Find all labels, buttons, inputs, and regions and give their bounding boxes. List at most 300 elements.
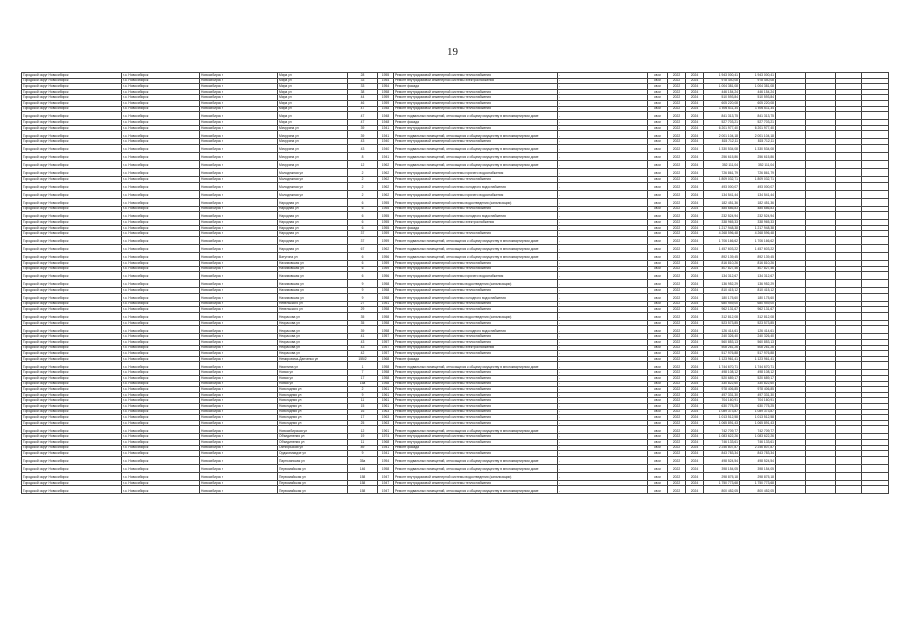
table-cell: 256 615,86	[740, 152, 776, 160]
table-cell: 1963	[378, 420, 394, 426]
table-cell: -	[558, 131, 648, 139]
table-cell: Новосибирск г	[200, 236, 278, 244]
table-cell: г.о. Новосибирск	[122, 78, 200, 84]
table-cell: 2022	[668, 415, 686, 421]
table-cell: -	[558, 293, 648, 301]
table-cell	[862, 362, 889, 370]
table-cell: 43	[348, 139, 378, 145]
table-cell: 2024	[686, 231, 704, 237]
table-cell: Новосибирск г	[200, 340, 278, 346]
table-cell: -	[558, 112, 648, 120]
table-cell: 1959	[378, 260, 394, 266]
table-cell: 2024	[686, 125, 704, 131]
table-cell: кв.м	[648, 404, 668, 410]
table-cell: 47	[348, 106, 378, 112]
table-cell: г.о. Новосибирск	[122, 301, 200, 307]
table-cell: Новосибирск г	[200, 312, 278, 320]
table-cell	[836, 152, 862, 160]
table-cell: Новосибирск г	[200, 376, 278, 382]
table-cell: Городской округ Новосибирск	[22, 312, 122, 320]
table-cell	[776, 190, 806, 198]
table-cell: 182 451,36	[704, 198, 740, 206]
table-cell: 2022	[668, 356, 686, 362]
table-cell: 2024	[686, 252, 704, 260]
table-cell: 1962	[378, 168, 394, 176]
table-cell: Новосибирск г	[200, 206, 278, 212]
table-cell: Новосибирск г	[200, 345, 278, 351]
table-cell: кв.м	[648, 225, 668, 231]
table-cell: 43	[348, 340, 378, 346]
table-cell: 1968	[378, 439, 394, 445]
table-cell: 1 217 948,38	[740, 225, 776, 231]
table-cell: Новосибирск г	[200, 252, 278, 260]
table-cell: -	[558, 415, 648, 421]
table-cell: кв.м	[648, 326, 668, 334]
table-cell: Новосибирск г	[200, 89, 278, 95]
table-cell: Ремонт подвальных помещений, относящихся к общему имуществу в многоквартирном доме	[394, 244, 558, 252]
table-cell: Городской округ Новосибирск	[22, 182, 122, 190]
table-cell: 9	[348, 280, 378, 288]
table-cell: 180 175,60	[704, 293, 740, 301]
table-cell: 1 083 622,26	[704, 434, 740, 440]
table-cell: 352 111,04	[704, 160, 740, 168]
table-cell: -	[558, 398, 648, 404]
table-cell: 39	[348, 131, 378, 139]
table-cell: 2022	[668, 190, 686, 198]
table-cell: кв.м	[648, 486, 668, 494]
table-cell: -	[558, 288, 648, 294]
table-cell: кв.м	[648, 351, 668, 357]
table-cell: Мира ул	[278, 112, 348, 120]
table-cell	[776, 168, 806, 176]
table-cell: 1962	[378, 182, 394, 190]
table-cell: 527 703,21	[704, 120, 740, 126]
table-cell: Ремонт внутридомовой инженерной системы теплоснабжения	[394, 398, 558, 404]
table-cell: 446 154,24	[740, 89, 776, 95]
table-cell: 1 457 603,22	[704, 244, 740, 252]
table-cell: г.о. Новосибирск	[122, 152, 200, 160]
table-cell: 2022	[668, 439, 686, 445]
table-cell: 2024	[686, 445, 704, 451]
table-cell: 1 065 891,43	[740, 420, 776, 426]
table-cell: 843 783,34	[704, 451, 740, 457]
table-cell: 1 004 381,08	[740, 84, 776, 90]
table-cell: кв.м	[648, 260, 668, 266]
table-cell: Ремонт фасада	[394, 84, 558, 90]
table-cell: Ремонт внутридомовой инженерной системы теплоснабжения	[394, 370, 558, 376]
table-cell: Первомайская ул	[278, 486, 348, 494]
table-cell: кв.м	[648, 472, 668, 480]
table-cell: г.о. Новосибирск	[122, 312, 200, 320]
table-cell: Городской округ Новосибирск	[22, 451, 122, 457]
table-cell: 523 573,85	[740, 320, 776, 326]
table-cell: Новосибирск г	[200, 456, 278, 464]
table-cell: 407 827,46	[704, 266, 740, 272]
table-cell: Ремонт подвальных помещений, относящихся к общему имуществу в многоквартирном доме	[394, 456, 558, 464]
table-cell: 7	[348, 370, 378, 376]
table-cell: 136 952,29	[704, 280, 740, 288]
table-cell	[862, 456, 889, 464]
table-cell: 2022	[668, 100, 686, 106]
table-cell: 2024	[686, 182, 704, 190]
table-cell: 37	[348, 236, 378, 244]
table-cell: г.о. Новосибирск	[122, 387, 200, 393]
table-cell: 2024	[686, 409, 704, 415]
table-cell: 510 593,84	[704, 95, 740, 101]
table-cell: Ремонт внутридомовой инженерной системы холодного водоснабжения	[394, 212, 558, 220]
table-cell: 2024	[686, 152, 704, 160]
table-cell	[862, 244, 889, 252]
table-cell: 2022	[668, 160, 686, 168]
table-cell: кв.м	[648, 198, 668, 206]
table-cell: 1 943 000,41	[740, 73, 776, 79]
table-cell: 2 246 807,87	[740, 445, 776, 451]
table-cell: Народная ул	[278, 212, 348, 220]
table-cell: Ремонт внутридомовой инженерной системы теплоснабжения	[394, 451, 558, 457]
table-cell: Ремонт фасада	[394, 445, 558, 451]
table-cell	[836, 212, 862, 220]
table-cell: 2024	[686, 456, 704, 464]
table-cell: 704 160,91	[704, 398, 740, 404]
table-cell: Ремонт подвальных помещений, относящихся к общему имуществу в многоквартирном доме	[394, 131, 558, 139]
table-cell: 134 541,44	[740, 190, 776, 198]
table-cell: г.о. Новосибирск	[122, 340, 200, 346]
table-cell: Новосибирск г	[200, 225, 278, 231]
table-cell: Городской округ Новосибирск	[22, 381, 122, 387]
table-cell	[806, 244, 836, 252]
table-cell: 2022	[668, 464, 686, 472]
table-cell: кв.м	[648, 106, 668, 112]
table-cell: 2024	[686, 266, 704, 272]
table-row	[22, 160, 889, 168]
table-cell: Городской округ Новосибирск	[22, 420, 122, 426]
table-cell: 2022	[668, 252, 686, 260]
table-cell: 2024	[686, 392, 704, 398]
table-cell	[862, 144, 889, 152]
table-cell: Народная ул	[278, 220, 348, 226]
table-cell: -	[558, 78, 648, 84]
table-cell: Ремонт внутридомовой инженерной системы водоотведения (канализации)	[394, 280, 558, 288]
table-cell: 298 875,18	[740, 472, 776, 480]
table-cell: кв.м	[648, 100, 668, 106]
table-cell: Городской округ Новосибирск	[22, 472, 122, 480]
table-cell	[862, 326, 889, 334]
table-cell: 2022	[668, 266, 686, 272]
table-row	[22, 456, 889, 464]
table-cell: кв.м	[648, 320, 668, 326]
table-cell	[806, 280, 836, 288]
table-cell	[862, 131, 889, 139]
table-cell: Ремонт подвальных помещений, относящихся к общему имуществу в многоквартирном доме	[394, 252, 558, 260]
table-cell: кв.м	[648, 84, 668, 90]
table-cell: 180 175,60	[740, 293, 776, 301]
table-cell: Новосибирск г	[200, 152, 278, 160]
table-body	[22, 73, 889, 494]
table-cell: Ремонт внутридомовой инженерной системы теплоснабжения	[394, 415, 558, 421]
table-cell: 39	[348, 125, 378, 131]
table-cell: 2022	[668, 244, 686, 252]
table-cell	[862, 152, 889, 160]
table-cell: Народная ул	[278, 236, 348, 244]
table-cell	[776, 236, 806, 244]
table-cell: Новосибирск г	[200, 326, 278, 334]
table-cell	[862, 160, 889, 168]
table-cell: 11	[348, 439, 378, 445]
table-cell	[806, 464, 836, 472]
table-cell: 742 709,77	[704, 426, 740, 434]
table-cell: Ремонт подвальных помещений, относящихся к общему имуществу в многоквартирном доме	[394, 236, 558, 244]
table-cell: 2024	[686, 312, 704, 320]
table-cell: кв.м	[648, 345, 668, 351]
table-cell: Ремонт внутридомовой инженерной системы горячего водоснабжения	[394, 190, 558, 198]
table-cell	[836, 472, 862, 480]
table-cell: 498 108,12	[740, 370, 776, 376]
table-cell	[836, 486, 862, 494]
table-cell: 232 524,94	[740, 212, 776, 220]
table-cell: Городской округ Новосибирск	[22, 301, 122, 307]
table-cell: 498 524,54	[740, 456, 776, 464]
table-cell: Молодежная ул	[278, 168, 348, 176]
table-cell: г.о. Новосибирск	[122, 370, 200, 376]
table-cell: -	[558, 206, 648, 212]
table-cell: Ремонт внутридомовой инженерной системы горячего водоснабжения	[394, 272, 558, 280]
table-cell	[776, 472, 806, 480]
table-cell: 1955	[378, 73, 394, 79]
table-cell	[836, 168, 862, 176]
table-cell	[776, 212, 806, 220]
table-cell: 2024	[686, 326, 704, 334]
table-row	[22, 252, 889, 260]
table-cell: Ремонт внутридомовой инженерной системы теплоснабжения	[394, 95, 558, 101]
table-cell: г.о. Новосибирск	[122, 426, 200, 434]
table-cell: Ремонт подвальных помещений, относящихся к общему имуществу в многоквартирном доме	[394, 464, 558, 472]
table-cell: 1958	[378, 288, 394, 294]
table-cell	[776, 486, 806, 494]
table-cell: 1948	[378, 106, 394, 112]
table-cell: 1954	[378, 78, 394, 84]
table-cell: 29	[348, 307, 378, 313]
table-cell: 2022	[668, 409, 686, 415]
table-cell: кв.м	[648, 168, 668, 176]
table-cell: Новосибирск г	[200, 220, 278, 226]
table-cell	[806, 326, 836, 334]
table-cell	[836, 244, 862, 252]
table-cell: Городской округ Новосибирск	[22, 307, 122, 313]
table-cell	[836, 190, 862, 198]
table-cell: 1 809 032,71	[740, 176, 776, 182]
table-cell: 841 313,75	[740, 112, 776, 120]
table-cell: Новосибирск г	[200, 392, 278, 398]
table-cell: 2024	[686, 100, 704, 106]
table-cell	[862, 212, 889, 220]
table-cell: Городской округ Новосибирск	[22, 198, 122, 206]
table-cell	[806, 190, 836, 198]
table-cell: -	[558, 225, 648, 231]
table-row	[22, 472, 889, 480]
table-cell: Ремонт внутридомовой инженерной системы теплоснабжения	[394, 125, 558, 131]
table-cell: Мира ул	[278, 95, 348, 101]
table-cell: 1958	[378, 307, 394, 313]
table-cell: 605 220,08	[704, 100, 740, 106]
table-cell: кв.м	[648, 231, 668, 237]
table-cell	[806, 252, 836, 260]
table-cell: г.о. Новосибирск	[122, 73, 200, 79]
table-cell: кв.м	[648, 244, 668, 252]
table-cell: -	[558, 392, 648, 398]
table-cell: Городской округ Новосибирск	[22, 266, 122, 272]
table-cell: 2024	[686, 439, 704, 445]
table-cell: Ремонт внутридомовой инженерной системы теплоснабжения	[394, 434, 558, 440]
table-cell: 6 201 977,40	[704, 125, 740, 131]
table-cell: Новосибирск г	[200, 301, 278, 307]
table-cell	[862, 236, 889, 244]
table-cell: 1955	[378, 225, 394, 231]
table-cell: 2024	[686, 370, 704, 376]
table-cell: 44	[348, 95, 378, 101]
table-cell: 2022	[668, 89, 686, 95]
table-cell	[806, 152, 836, 160]
table-cell: 2022	[668, 272, 686, 280]
table-cell: Новосибирск г	[200, 131, 278, 139]
table-cell: Городской округ Новосибирск	[22, 206, 122, 212]
table-cell: Невельского ул	[278, 307, 348, 313]
table-cell: 1963	[378, 409, 394, 415]
table-cell: Новогодняя ул	[278, 398, 348, 404]
table-cell: 338 965,33	[704, 220, 740, 226]
table-cell: Первомайская ул	[278, 464, 348, 472]
table-cell: Новосибирск г	[200, 106, 278, 112]
table-cell	[806, 362, 836, 370]
table-cell: 1 217 948,38	[704, 225, 740, 231]
table-cell: кв.м	[648, 176, 668, 182]
table-cell: г.о. Новосибирск	[122, 236, 200, 244]
table-cell: Мичурина ул	[278, 160, 348, 168]
table-cell	[776, 152, 806, 160]
table-cell: 2022	[668, 225, 686, 231]
table-cell: 726 861,79	[740, 168, 776, 176]
table-cell: 1957	[378, 351, 394, 357]
table-cell: 2024	[686, 73, 704, 79]
table-cell: 1 004 381,08	[704, 84, 740, 90]
table-cell: Новосибирск г	[200, 434, 278, 440]
table-cell: кв.м	[648, 125, 668, 131]
table-cell: Городской округ Новосибирск	[22, 387, 122, 393]
table-cell: 1	[348, 362, 378, 370]
table-cell: г.о. Новосибирск	[122, 144, 200, 152]
table-cell: Ремонт фасада	[394, 225, 558, 231]
table-cell	[836, 362, 862, 370]
table-cell: г.о. Новосибирск	[122, 272, 200, 280]
table-cell: 182 451,36	[740, 198, 776, 206]
table-cell	[862, 198, 889, 206]
table-cell: 1 457 603,22	[740, 244, 776, 252]
table-cell: -	[558, 190, 648, 198]
table-cell: 1959	[378, 231, 394, 237]
table-cell: г.о. Новосибирск	[122, 456, 200, 464]
table-cell: 39	[348, 326, 378, 334]
table-cell: 2 001 104,18	[740, 131, 776, 139]
table-cell: Городской округ Новосибирск	[22, 326, 122, 334]
table-cell: Ремонт внутридомовой инженерной системы теплоснабжения	[394, 376, 558, 382]
table-cell: 2022	[668, 198, 686, 206]
table-cell: Нахимовская ул	[278, 288, 348, 294]
table-cell: г.о. Новосибирск	[122, 231, 200, 237]
table-cell: 2024	[686, 320, 704, 326]
table-cell: г.о. Новосибирск	[122, 190, 200, 198]
table-cell: 2022	[668, 112, 686, 120]
table-cell: 6	[348, 220, 378, 226]
table-cell: Мичурина ул	[278, 152, 348, 160]
table-cell: Городской округ Новосибирск	[22, 445, 122, 451]
table-cell: 158	[348, 480, 378, 486]
table-cell: Новосибирск г	[200, 260, 278, 266]
table-cell: 2022	[668, 426, 686, 434]
table-cell: 485 686,83	[704, 206, 740, 212]
table-cell: -	[558, 464, 648, 472]
table-cell: Мира ул	[278, 73, 348, 79]
table-cell: -	[558, 312, 648, 320]
table-cell: 1 809 032,71	[704, 176, 740, 182]
table-cell: -	[558, 480, 648, 486]
table-cell: Новая ул	[278, 376, 348, 382]
table-cell: Ремонт внутридомовой инженерной системы теплоснабжения	[394, 420, 558, 426]
table-cell: -	[558, 266, 648, 272]
table-cell: Городской округ Новосибирск	[22, 212, 122, 220]
table-cell: г.о. Новосибирск	[122, 288, 200, 294]
table-cell: 2022	[668, 320, 686, 326]
table-cell: 4 268 596,48	[740, 231, 776, 237]
table-cell: Молодежная ул	[278, 182, 348, 190]
table-cell: Объединения ул	[278, 434, 348, 440]
table-cell: Нахимовская ул	[278, 266, 348, 272]
table-cell: -	[558, 370, 648, 376]
table-cell: Городской округ Новосибирск	[22, 480, 122, 486]
table-cell: 1 706 166,62	[740, 236, 776, 244]
table-cell: Молодежная ул	[278, 176, 348, 182]
table-cell: Городской округ Новосибирск	[22, 426, 122, 434]
table-cell: Городской округ Новосибирск	[22, 356, 122, 362]
table-cell: г.о. Новосибирск	[122, 212, 200, 220]
table-cell: кв.м	[648, 206, 668, 212]
table-cell: Новосибирск г	[200, 381, 278, 387]
table-cell	[776, 456, 806, 464]
table-cell: 9	[348, 392, 378, 398]
table-cell: Новосибирск г	[200, 139, 278, 145]
table-cell: кв.м	[648, 120, 668, 126]
table-cell: г.о. Новосибирск	[122, 451, 200, 457]
table-cell: 2024	[686, 307, 704, 313]
table-cell: Городской округ Новосибирск	[22, 106, 122, 112]
table-cell: г.о. Новосибирск	[122, 244, 200, 252]
table-cell: г.о. Новосибирск	[122, 220, 200, 226]
table-cell: 2024	[686, 112, 704, 120]
table-cell: 1958	[378, 464, 394, 472]
table-cell: г.о. Новосибирск	[122, 182, 200, 190]
table-cell: Ремонт внутридомовой инженерной системы электроснабжения	[394, 345, 558, 351]
table-cell: 962 131,67	[704, 307, 740, 313]
table-cell: 4 268 596,48	[704, 231, 740, 237]
table-cell: 17	[348, 376, 378, 382]
table-cell: Некрасова ул	[278, 351, 348, 357]
table-cell: -	[558, 100, 648, 106]
table-cell	[776, 198, 806, 206]
table-cell: Первомайская ул	[278, 472, 348, 480]
table-cell: 510 593,84	[740, 95, 776, 101]
table-cell	[836, 426, 862, 434]
table-cell: 2024	[686, 280, 704, 288]
table-cell: Новосибирск г	[200, 307, 278, 313]
table-cell: 498 524,54	[704, 456, 740, 464]
